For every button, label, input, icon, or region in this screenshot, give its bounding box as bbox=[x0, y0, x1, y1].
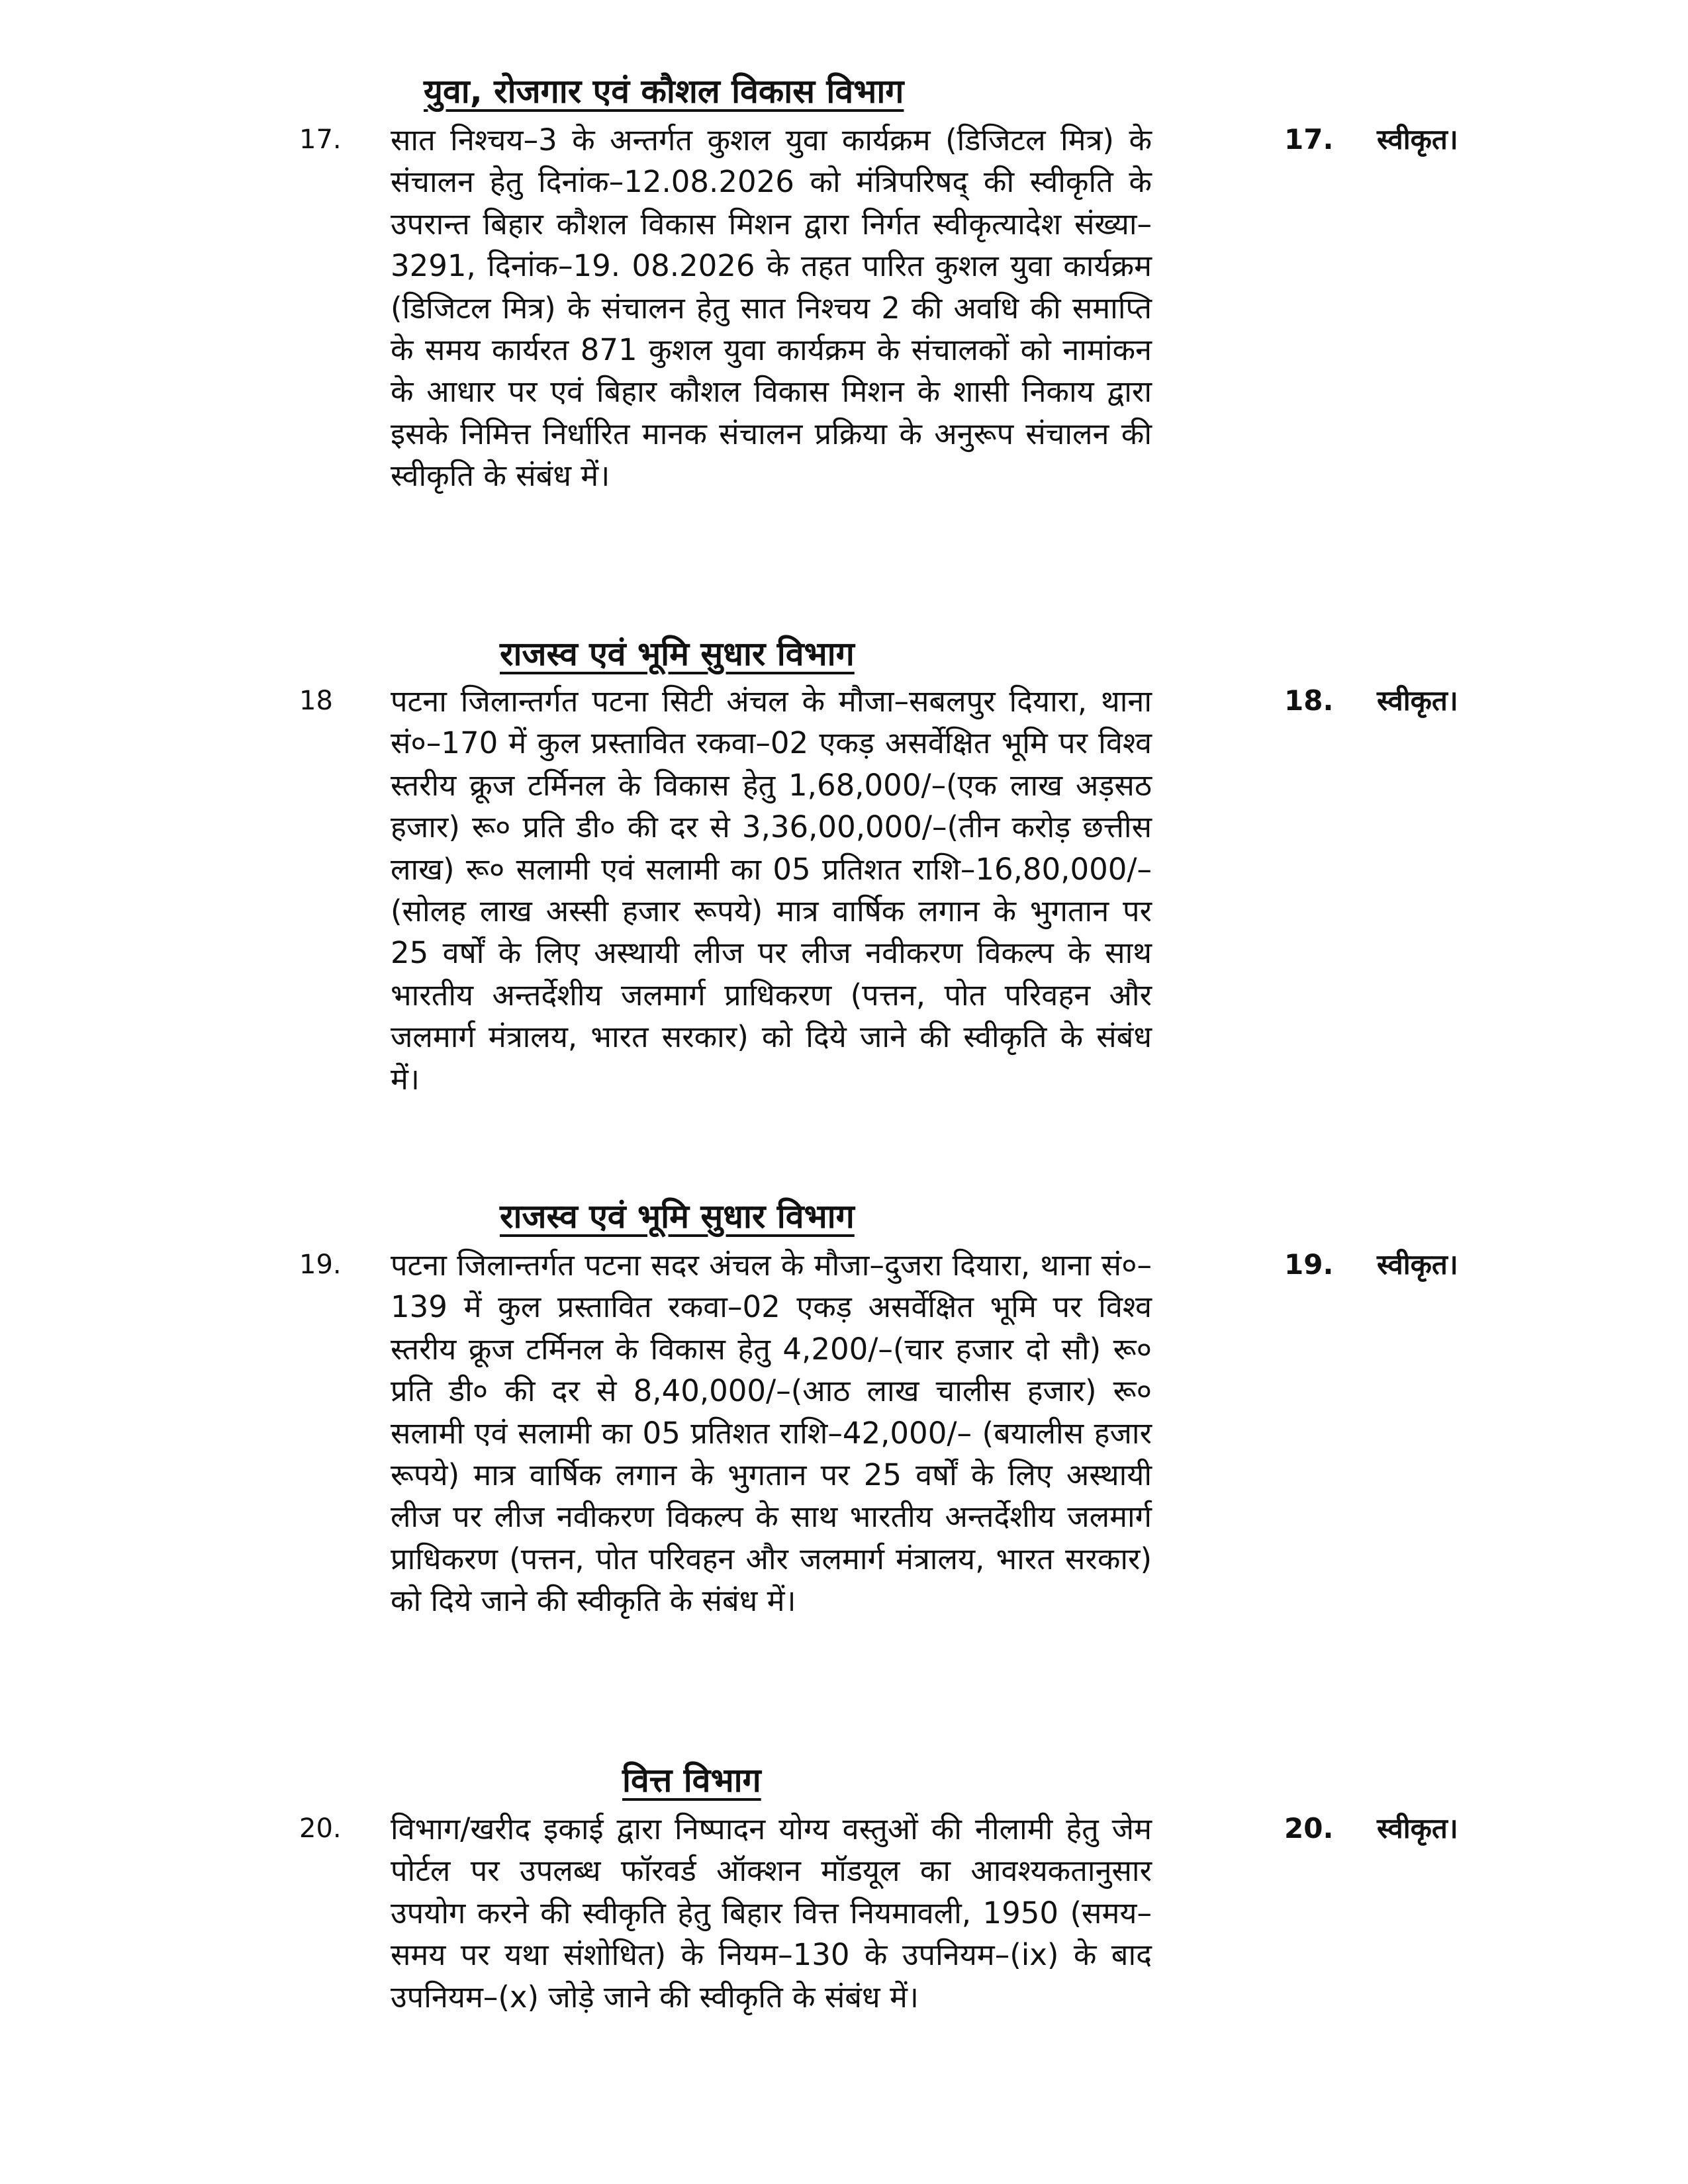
department-heading: राजस्व एवं भूमि सुधार विभाग bbox=[500, 635, 855, 673]
decision-number: 19. bbox=[1284, 1248, 1334, 1281]
decision-status: स्वीकृत। bbox=[1377, 123, 1458, 156]
department-heading: राजस्व एवं भूमि सुधार विभाग bbox=[500, 1197, 855, 1236]
item-description: सात निश्चय–3 के अन्तर्गत कुशल युवा कार्यक्रम (डिजिटल मित्र) के संचालन हेतु दिनांक–12.08.2026 को मंत्रिपरिषद् की स्वीकृति के उपरान्त बिहार कौशल विकास मिशन द्वारा निर्गत स्वीकृत्यादेश संख्या–3291, दिनांक–19. 08.2026 के तहत पारित कुशल युवा कार्यक्रम (डिजिटल मित्र) के संचालन हेतु सात निश्चय 2 की अवधि की समाप्ति के समय कार्यरत 871 कुशल युवा कार्यक्रम के संचालकों को नामांकन के आधार पर एवं बिहार कौशल विकास मिशन के शासी निकाय द्वारा इसके निमित्त निर्धारित मानक संचालन प्रक्रिया के अनुरूप संचालन की स्वीकृति के संबंध में। bbox=[391, 122, 1152, 494]
item-description: पटना जिलान्तर्गत पटना सिटी अंचल के मौजा–सबलपुर दियारा, थाना सं०–170 में कुल प्रस्तावित रकवा–02 एकड़ असर्वेक्षित भूमि पर विश्व स्तरीय क्रूज टर्मिनल के विकास हेतु 1,68,000/–(एक लाख अड़सठ हजार) रू० प्रति डी० की दर से 3,36,00,000/–(तीन करोड़ छत्तीस लाख) रू० सलामी एवं सलामी का 05 प्रतिशत राशि–16,80,000/–(सोलह लाख अस्सी हजार रूपये) मात्र वार्षिक लगान के भुगतान पर 25 वर्षों के लिए अस्थायी लीज पर लीज नवीकरण विकल्प के साथ भारतीय अन्तर्देशीय जलमार्ग प्राधिकरण (पत्तन, पोत परिवहन और जलमार्ग मंत्रालय, भारत सरकार) को दिये जाने की स्वीकृति के संबंध में। bbox=[391, 684, 1152, 1097]
decision-status: स्वीकृत। bbox=[1377, 1812, 1458, 1844]
decision-number: 17. bbox=[1284, 123, 1334, 156]
decision-number: 20. bbox=[1284, 1812, 1334, 1844]
item-number: 20. bbox=[299, 1813, 342, 1844]
item-number: 19. bbox=[299, 1250, 342, 1280]
decision-status: स्वीकृत। bbox=[1377, 1248, 1458, 1281]
decision bbox=[1284, 1808, 1458, 1849]
decision bbox=[1284, 1244, 1458, 1285]
item-number: 17. bbox=[299, 124, 342, 155]
item-number: 18 bbox=[299, 686, 333, 716]
item-description: विभाग/खरीद इकाई द्वारा निष्पादन योग्य वस्तुओं की नीलामी हेतु जेम पोर्टल पर उपलब्ध फॉरवर्ड ऑक्शन मॉडयूल का आवश्यकतानुसार उपयोग करने की स्वीकृति हेतु बिहार वित्त नियमावली, 1950 (समय–समय पर यथा संशोधित) के नियम–130 के उपनियम–(ix) के बाद उपनियम–(x) जोड़े जाने की स्वीकृति के संबंध में। bbox=[391, 1811, 1152, 2015]
decision bbox=[1284, 680, 1458, 721]
decision-number: 18. bbox=[1284, 684, 1334, 717]
decision bbox=[1284, 119, 1458, 160]
decision-status: स्वीकृत। bbox=[1377, 684, 1458, 717]
department-heading: वित्त विभाग bbox=[622, 1761, 761, 1799]
department-heading: युवा, रोजगार एवं कौशल विकास विभाग bbox=[424, 72, 904, 111]
item-description: पटना जिलान्तर्गत पटना सदर अंचल के मौजा–दुजरा दियारा, थाना सं०–139 में कुल प्रस्तावित रकवा–02 एकड़ असर्वेक्षित भूमि पर विश्व स्तरीय क्रूज टर्मिनल के विकास हेतु 4,200/–(चार हजार दो सौ) रू० प्रति डी० की दर से 8,40,000/–(आठ लाख चालीस हजार) रू० सलामी एवं सलामी का 05 प्रतिशत राशि–42,000/– (बयालीस हजार रूपये) मात्र वार्षिक लगान के भुगतान पर 25 वर्षों के लिए अस्थायी लीज पर लीज नवीकरण विकल्प के साथ भारतीय अन्तर्देशीय जलमार्ग प्राधिकरण (पत्तन, पोत परिवहन और जलमार्ग मंत्रालय, भारत सरकार) को दिये जाने की स्वीकृति के संबंध में। bbox=[391, 1248, 1152, 1619]
